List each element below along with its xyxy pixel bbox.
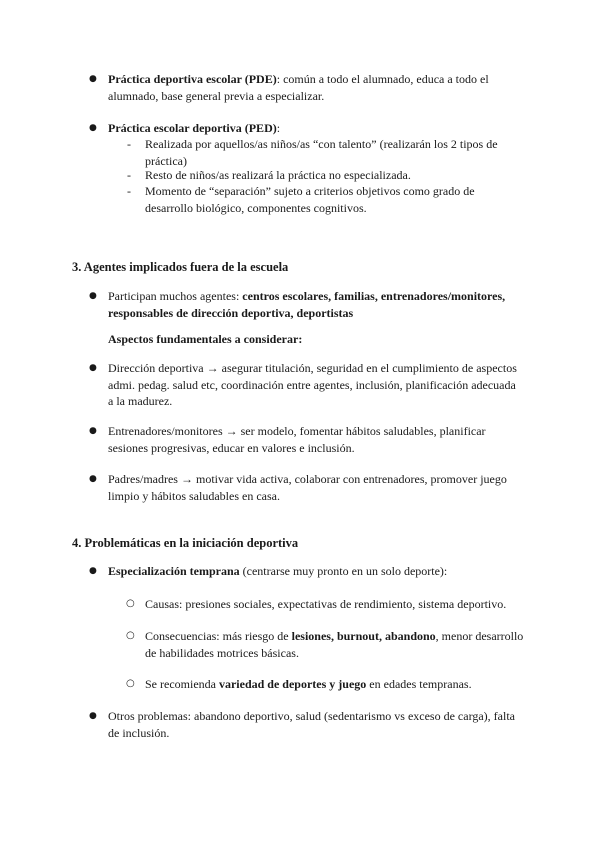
bullet-icon: ● (89, 474, 97, 484)
item-consecuencias (126, 628, 535, 661)
section-4-heading: 4. Problemáticas en la iniciación deportiva (72, 536, 299, 550)
ped-item-1-line-1: Realizada por aquellos/as niños/as “con talento” (realizarán los 2 tipos de (145, 137, 498, 151)
ped-title: Práctica escolar deportiva (PED) (108, 121, 277, 135)
ped-line (108, 120, 528, 137)
item-recomienda (126, 676, 535, 693)
bullet-icon: ● (89, 566, 97, 576)
participan-agents-1: centros escolares, familias, entrenadores/monitores, (242, 289, 506, 303)
direccion-line-3: a la madurez. (108, 394, 173, 408)
recomienda-rest: en edades tempranas. (366, 677, 472, 691)
bullet-icon: ● (89, 363, 97, 373)
pde-line-1 (108, 71, 528, 88)
ped-item-2 (127, 167, 535, 184)
otros-line-1: Otros problemas: abandono deportivo, salud (sedentarismo vs exceso de carga), falta (108, 709, 515, 723)
consecuencias-line-2: de habilidades motrices básicas. (145, 645, 299, 660)
circle-bullet-icon: ○ (126, 630, 135, 641)
entrenadores-line-2: sesiones progresivas, educar en valores e inclusión. (108, 440, 355, 455)
bullet-direccion (89, 360, 528, 410)
ped-item-3-line-2: desarrollo biológico, componentes cognitivos. (145, 200, 367, 215)
entrenadores-line-1: Entrenadores/monitores → ser modelo, fomentar hábitos saludables, planificar (108, 424, 486, 438)
bullet-entrenadores (89, 423, 528, 456)
participan-line-1 (108, 288, 528, 305)
participan-line-2 (108, 305, 528, 322)
pde-text: : común a todo el alumnado, educa a todo el (276, 72, 489, 86)
ped-colon: : (276, 121, 281, 135)
especializacion-line (108, 563, 528, 580)
padres-line-2: limpio y hábitos saludables en casa. (108, 488, 280, 503)
bullet-icon: ● (89, 711, 97, 721)
bullet-icon: ● (89, 74, 97, 84)
circle-bullet-icon: ○ (126, 598, 135, 609)
circle-bullet-icon: ○ (126, 678, 135, 689)
otros-line-2: de inclusión. (108, 725, 170, 740)
bullet-icon: ● (89, 123, 97, 133)
consecuencias-line-1 (145, 628, 535, 645)
item-causas (126, 596, 535, 613)
participan-lead: Participan muchos agentes: (108, 289, 243, 303)
consecuencias-rest: , menor desarrollo (435, 629, 524, 643)
consecuencias-bold: lesiones, burnout, abandono (291, 629, 436, 643)
ped-item-3 (127, 183, 535, 216)
bullet-icon: ● (89, 426, 97, 436)
dash-icon: - (127, 184, 131, 198)
causas-text: Causas: presiones sociales, expectativas de rendimiento, sistema deportivo. (145, 597, 507, 611)
especializacion-title: Especialización temprana (108, 564, 240, 578)
recomienda-bold: variedad de deportes y juego (218, 677, 367, 691)
bullet-participan (89, 288, 528, 321)
bullet-pde (89, 71, 528, 104)
padres-line-1: Padres/madres → motivar vida activa, colaborar con entrenadores, promover juego (108, 472, 507, 486)
dash-icon: - (127, 137, 131, 151)
ped-item-1-line-2: práctica) (145, 153, 187, 168)
aspects-heading (108, 331, 528, 348)
recomienda-lead: Se recomienda (145, 677, 219, 691)
pde-line-2: alumnado, base general previa a especializar. (108, 88, 325, 103)
direccion-line-1: Dirección deportiva → asegurar titulación, seguridad en el cumplimiento de aspectos (108, 361, 517, 375)
consecuencias-lead: Consecuencias: más riesgo de (145, 629, 292, 643)
pde-title: Práctica deportiva escolar (PDE) (108, 72, 277, 86)
dash-icon: - (127, 168, 131, 182)
bullet-padres (89, 471, 528, 504)
bullet-especializacion (89, 563, 528, 580)
direccion-line-2: admi. pedag. salud etc, coordinación entre agentes, inclusión, planificación adecuada (108, 377, 516, 392)
bullet-icon: ● (89, 291, 97, 301)
ped-item-1 (127, 136, 535, 169)
bullet-otros (89, 708, 528, 741)
ped-item-2-line-1: Resto de niños/as realizará la práctica no especializada. (145, 168, 411, 182)
bullet-ped (89, 120, 528, 137)
ped-item-3-line-1: Momento de “separación” sujeto a criterios objetivos como grado de (145, 184, 475, 198)
recomienda-line (145, 676, 535, 693)
section-3-heading: 3. Agentes implicados fuera de la escuela (72, 260, 289, 274)
especializacion-text: (centrarse muy pronto en un solo deporte): (239, 564, 448, 578)
participan-agents-2: responsables de dirección deportiva, deportistas (108, 305, 354, 320)
aspects-heading-text: Aspectos fundamentales a considerar: (108, 332, 303, 346)
